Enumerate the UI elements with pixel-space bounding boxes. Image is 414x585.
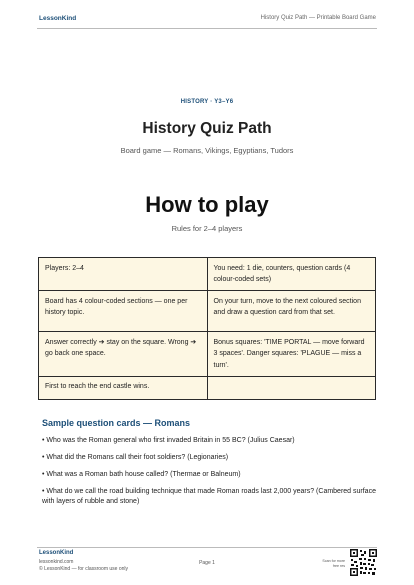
rules-row [39, 332, 376, 377]
qr-code-icon[interactable] [350, 549, 377, 576]
footer-brand: LessonKind [39, 550, 74, 556]
rules-cell: First to reach the end castle wins. [39, 376, 208, 399]
rules-cell: On your turn, move to the next coloured section and draw a question card from that set. [207, 291, 376, 332]
footer-divider [37, 547, 377, 548]
rules-cell: Answer correctly ➔ stay on the square. Wrong ➔ go back one space. [39, 332, 208, 377]
rules-row [39, 291, 376, 332]
rules-cell: You need: 1 die, counters, question cards (4 colour-coded sets) [207, 258, 376, 291]
question-item: • What was a Roman bath house called? (Thermae or Balneum) [42, 471, 241, 478]
document-title: History Quiz Path — Printable Board Game [260, 15, 376, 21]
footer-site-link[interactable]: lessonkind.com [39, 559, 74, 565]
sample-questions-list [42, 436, 382, 514]
page-subtitle: Board game — Romans, Vikings, Egyptians, Tudors [120, 146, 294, 155]
question-item: • What did the Romans call their foot soldiers? (Legionaries) [42, 454, 229, 461]
question-item: • Who was the Roman general who first invaded Britain in 55 BC? (Julius Caesar) [42, 437, 295, 444]
subject-kicker: HISTORY · Y3–Y6 [180, 99, 234, 105]
rules-cell-empty [207, 376, 376, 399]
rules-cell: Bonus squares: 'TIME PORTAL — move forward 3 spaces'. Danger squares: 'PLAGUE — miss a turn'. [207, 332, 376, 377]
page-header [0, 0, 414, 30]
sample-questions-heading: Sample question cards — Romans [42, 418, 191, 428]
question-item: • What do we call the road building technique that made Roman roads last 2,000 years? (Cambered surface with layers of rubble and stone) [42, 488, 376, 505]
how-to-play-subtitle: Rules for 2–4 players [171, 224, 243, 233]
brand-logo-text[interactable]: LessonKind [39, 15, 77, 22]
header-divider [37, 28, 377, 29]
how-to-play-heading: How to play [145, 192, 269, 217]
rules-cell: Board has 4 colour-coded sections — one per history topic. [39, 291, 208, 332]
rules-row [39, 376, 376, 399]
footer-copyright: © LessonKind — for classroom use only [39, 566, 129, 572]
qr-caption: Scan for more free res [322, 559, 345, 568]
rules-table [38, 257, 376, 400]
page-title: History Quiz Path [142, 120, 272, 137]
page-number: Page 1 [199, 560, 215, 566]
rules-cell: Players: 2–4 [39, 258, 208, 291]
rules-row [39, 258, 376, 291]
